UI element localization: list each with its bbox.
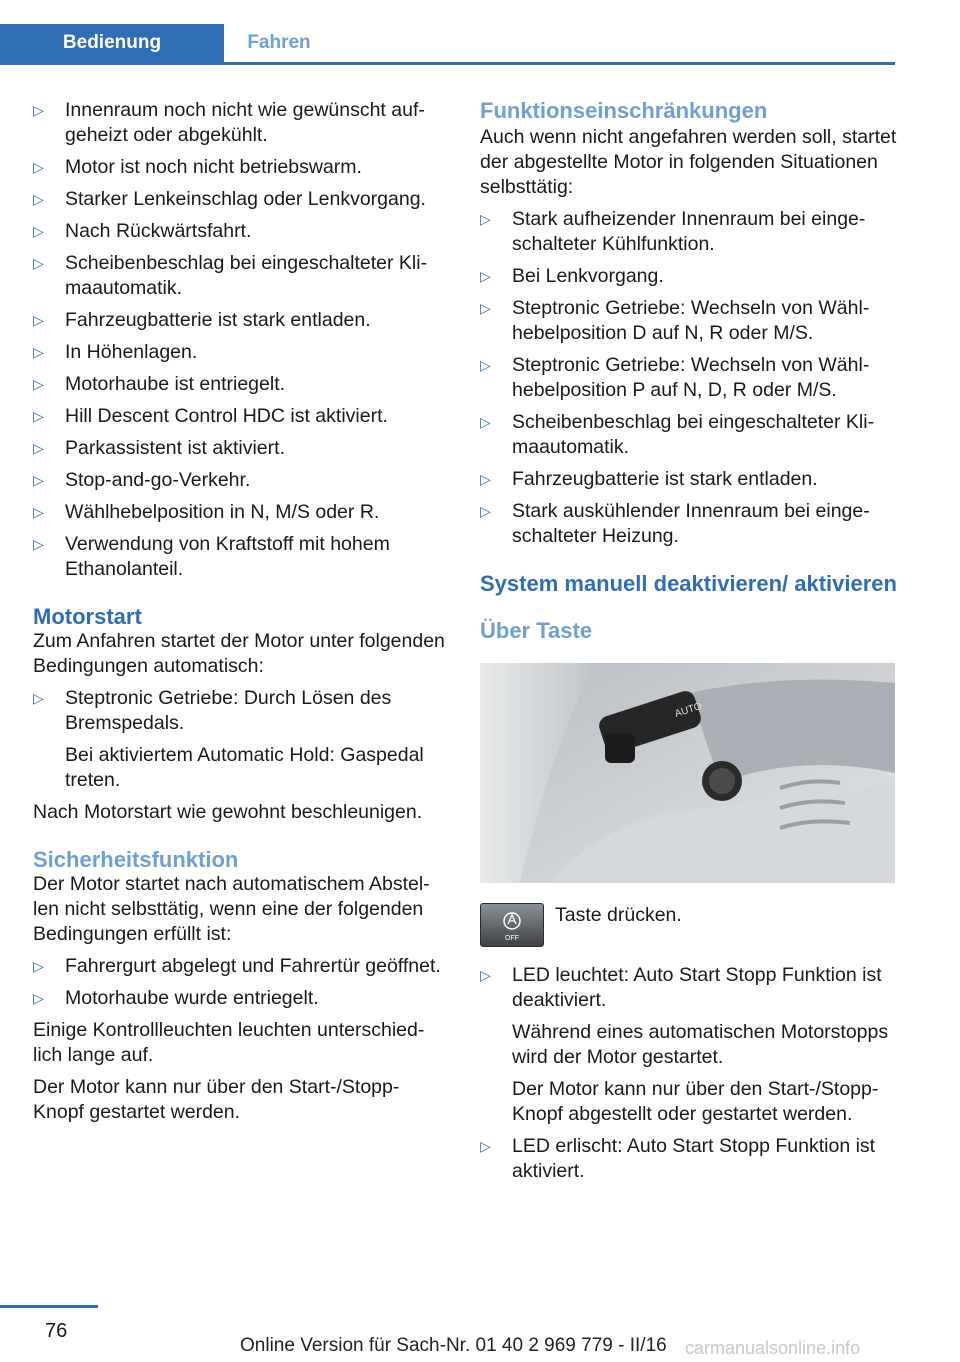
watermark: carmanualsonline.info (685, 1338, 861, 1358)
list-item: ▷ Stark aufheizender Innenraum bei eingeschalteter Kühlfunktion. (480, 208, 866, 255)
sicherheit-paragraph-2: Der Motor kann nur über den Start-/Stopp-Knopf gestartet werden. (33, 1076, 400, 1123)
triangle-bullet-icon: ▷ (480, 967, 491, 983)
triangle-bullet-icon: ▷ (480, 503, 491, 519)
list-item: ▷ Hill Descent Control HDC ist aktiviert. (33, 405, 388, 427)
triangle-bullet-icon: ▷ (33, 255, 44, 271)
list-item: ▷ Bei Lenkvorgang. (480, 265, 664, 287)
triangle-bullet-icon: ▷ (33, 312, 44, 328)
list-item: ▷ Nach Rückwärtsfahrt. (33, 220, 252, 242)
condition-list (33, 98, 445, 582)
tab-bedienung[interactable]: Bedienung (0, 24, 224, 62)
triangle-bullet-icon: ▷ (33, 376, 44, 392)
motorstart-heading: Motorstart (33, 604, 142, 629)
sicherheit-intro: Der Motor startet nach automatischem Abstellen nicht selbsttätig, wenn eine der folgenden Bedingungen erfüllt ist: (33, 873, 430, 945)
list-item: ▷ LED leuchtet: Auto Start Stopp Funktion ist deaktiviert. Während eines automatischen Motorstopps wird der Motor gestartet. Der Motor kann nur über den Start-/Stopp-Knopf abgestellt oder gestartet werden. (480, 963, 898, 1127)
funktion-heading: Funktionseinschränkungen (480, 98, 768, 123)
list-item: ▷ Steptronic Getriebe: Wechseln von Wählhebelposition D auf N, R oder M/S. (480, 297, 870, 344)
funktion-list (480, 207, 898, 549)
triangle-bullet-icon: ▷ (33, 504, 44, 520)
triangle-bullet-icon: ▷ (480, 471, 491, 487)
list-item: ▷ Innenraum noch nicht wie gewünscht aufgeheizt oder abgekühlt. (33, 99, 425, 146)
list-item: ▷ Fahrzeugbatterie ist stark entladen. (33, 309, 371, 331)
triangle-bullet-icon: ▷ (480, 300, 491, 316)
list-item: ▷ Wählhebelposition in N, M/S oder R. (33, 501, 380, 523)
list-item: ▷ Starker Lenkeinschlag oder Lenkvorgang. (33, 188, 426, 210)
header-tabs (0, 24, 895, 65)
list-item: ▷ Fahrergurt abgelegt und Fahrertür geöffnet. (33, 955, 441, 977)
triangle-bullet-icon: ▷ (33, 408, 44, 424)
tab-fahren[interactable]: Fahren (247, 32, 311, 53)
button-off-label: OFF (505, 935, 519, 942)
list-item: ▷ Stark auskühlender Innenraum bei eingeschalteter Heizung. (480, 500, 870, 547)
sicherheit-list (33, 954, 445, 1011)
motorstart-intro: Zum Anfahren startet der Motor unter folgenden Bedingungen automatisch: (33, 630, 445, 677)
system-heading: System manuell deaktivieren/ aktivieren (480, 571, 897, 596)
motorstart-list (33, 686, 445, 793)
triangle-bullet-icon: ▷ (33, 958, 44, 974)
list-item: ▷ Scheibenbeschlag bei eingeschalteter Klimaautomatik. (33, 252, 428, 299)
triangle-bullet-icon: ▷ (480, 357, 491, 373)
list-item: ▷ In Höhenlagen. (33, 341, 198, 363)
auto-start-stop-off-button[interactable] (480, 903, 544, 947)
right-column (480, 98, 898, 1191)
triangle-bullet-icon: ▷ (33, 191, 44, 207)
list-item-note: Der Motor kann nur über den Start-/Stopp-Knopf abgestellt oder gestartet werden. (512, 1078, 879, 1125)
stalk-label: AUTO (673, 700, 704, 720)
led-list (480, 963, 898, 1184)
funktion-intro: Auch wenn nicht angefahren werden soll, startet der abgestellte Motor in folgenden Situationen selbsttätig: (480, 126, 897, 198)
triangle-bullet-icon: ▷ (33, 159, 44, 175)
button-caption: Taste drücken. (555, 904, 682, 926)
list-item: ▷ Fahrzeugbatterie ist stark entladen. (480, 468, 818, 490)
triangle-bullet-icon: ▷ (480, 414, 491, 430)
list-item: ▷ Scheibenbeschlag bei eingeschalteter Klimaautomatik. (480, 411, 875, 458)
dashboard-illustration (480, 663, 895, 883)
triangle-bullet-icon: ▷ (33, 990, 44, 1006)
list-item: ▷ Motor ist noch nicht betriebswarm. (33, 156, 362, 178)
list-item: ▷ Motorhaube ist entriegelt. (33, 373, 286, 395)
button-row (480, 903, 898, 947)
triangle-bullet-icon: ▷ (33, 344, 44, 360)
triangle-bullet-icon: ▷ (33, 102, 44, 118)
triangle-bullet-icon: ▷ (33, 472, 44, 488)
motorstart-after: Nach Motorstart wie gewohnt beschleunigen. (33, 801, 423, 823)
auto-start-stop-icon (481, 904, 543, 946)
list-item-note: Bei aktiviertem Automatic Hold: Gaspedal treten. (65, 744, 424, 791)
online-version: Online Version für Sach-Nr. 01 40 2 969 779 - II/16 (240, 1335, 667, 1356)
triangle-bullet-icon: ▷ (480, 268, 491, 284)
triangle-bullet-icon: ▷ (33, 536, 44, 552)
sicherheit-heading: Sicherheitsfunktion (33, 847, 239, 872)
triangle-bullet-icon: ▷ (33, 440, 44, 456)
list-item: ▷ LED erlischt: Auto Start Stopp Funktion ist aktiviert. (480, 1135, 876, 1182)
footer-rule (0, 1305, 98, 1308)
list-item: ▷ Verwendung von Kraftstoff mit hohem Ethanolanteil. (33, 533, 390, 580)
taste-heading: Über Taste (480, 618, 593, 643)
triangle-bullet-icon: ▷ (480, 1138, 491, 1154)
list-item-note: Während eines automatischen Motorstopps wird der Motor gestartet. (512, 1021, 889, 1068)
list-item: ▷ Steptronic Getriebe: Wechseln von Wählhebelposition P auf N, D, R oder M/S. (480, 354, 870, 401)
sicherheit-paragraph-1: Einige Kontrollleuchten leuchten unterschiedlich lange auf. (33, 1019, 425, 1066)
triangle-bullet-icon: ▷ (33, 690, 44, 706)
left-column (33, 98, 445, 1132)
triangle-bullet-icon: ▷ (480, 211, 491, 227)
triangle-bullet-icon: ▷ (33, 223, 44, 239)
list-item: ▷ Parkassistent ist aktiviert. (33, 437, 285, 459)
list-item: ▷ Stop-and-go-Verkehr. (33, 469, 251, 491)
page-number: 76 (45, 1320, 68, 1342)
list-item: ▷ Motorhaube wurde entriegelt. (33, 987, 319, 1009)
list-item: ▷ Steptronic Getriebe: Durch Lösen des Bremspedals. Bei aktiviertem Automatic Hold: Gaspedal treten. (33, 686, 445, 793)
dashboard-photo (480, 663, 895, 883)
